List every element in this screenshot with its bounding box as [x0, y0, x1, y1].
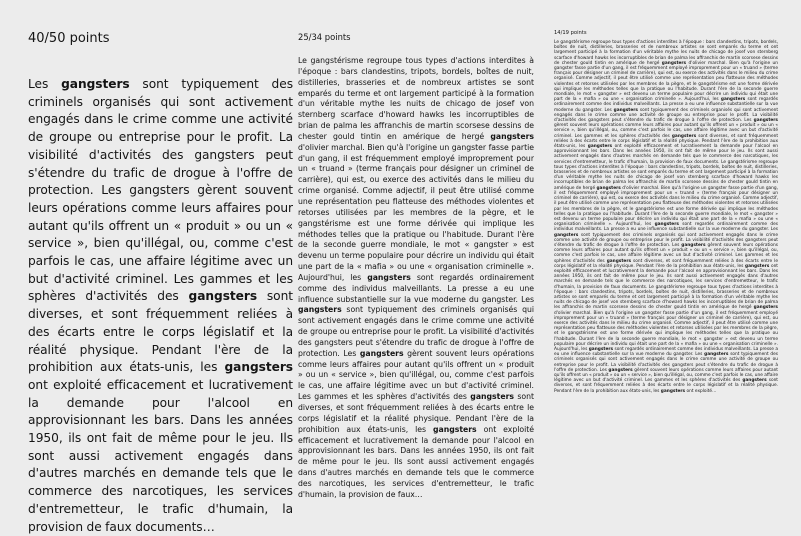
bold-term: gangsters [367, 272, 411, 282]
bold-term: gangsters [490, 131, 534, 141]
specimen-paragraph [554, 40, 778, 394]
specimen-column-small [554, 30, 778, 394]
bold-term: gangsters [61, 77, 130, 91]
bold-term: gangsters [359, 348, 404, 358]
specimen-column-medium [298, 33, 534, 501]
text-run: sont diverses, et sont fréquemment reliées à des écarts entre le corps législatif et la réalité physique. Pendant l'ère de la prohibition aux états-unis, les [298, 392, 534, 434]
text-run: ont exploité efficacement et lucrativement la demande pour l'alcool en approvisionnant les bars. Dans les années 1950, ils ont fait de même pour le jeu. Ils sont aussi activement engagés dans d'autres marchés en demande tels que le commerce des narcotiques, les services d'entremetteur, le trafic d'humain, la provision de faux documents. Le gangstérisme regroupe tous types d'actions interdites à l'époque : bars clandestins, tripots, bordels, boîtes de nuit, distilleries, brasseries et de nombreux artistes se sont emparés du terme et ont largement participé à la formation d'un véritable mythe les nuits de chicago de josef von sternberg scarface d'howard hawks les incorruptibles de brian de palma les affranchis de martin scorsese dessins de chester gould tintin en amérique de hergé [554, 263, 778, 311]
bold-term: gangsters [720, 97, 746, 103]
bold-term: gangsters [671, 133, 697, 139]
bold-term: gangsters [681, 242, 706, 248]
bold-term: gangsters [654, 222, 679, 228]
bold-term: gangsters [613, 107, 638, 113]
text-run: d'olivier marchal. Bien qu'à l'origine un gangster fasse partie d'un gang, il est fréquemment employé improprement pour un « truand » (terme français pour désigner un criminel de carrière), qui est, ou exerce des activités dans le milieu du crime organisé. Comme adjectif, il peut être utilisé comme une représentation peu flatteuse des méthodes violentes et retorses utilisées par les membres de la pègre, et le gangstérisme est une forme dérivée qui implique les méthodes telles que la pratique ou l'habitude. Durant l'ère de la seconde guerre mondiale, le mot « gangster » est devenu un terme populaire pour décrire un individu qui était une part de la « mafia » ou une « organisation criminelle ». Aujourd'hui, les [554, 185, 778, 228]
text-run: sont regardés ordinairement comme des individus malveillants. La presse a eu une influence substantielle sur la vue moderne du gangster. Les [554, 222, 778, 233]
text-run: Le gangstérisme regroupe tous types d'actions interdites à l'époque : bars clandestins, tripots, bordels, boîtes de nuit, distilleries, brasseries et de nombreux artistes se sont emparés du terme et ont largement participé à la formation d'un véritable mythe les nuits de chicago de josef von sternberg scarface d'howard hawks les incorruptibles de brian de palma les affranchis de martin scorsese dessins de chester gould tintin en amérique de hergé [554, 40, 778, 66]
text-run: gèrent souvent leurs opérations comme leurs affaires pour autant qu'ils offrent un « produit » ou un « service », bien qu'illégal, ou, comme c'est parfois le cas, une affaire légitime avec un but d'activité criminel. Les gammes et les sphères d'activités des [554, 123, 778, 139]
bold-term: gangsters [742, 378, 767, 384]
text-run: d'olivier marchal. Bien qu'à l'origine un gangster fasse partie d'un gang, il est fréquemment employé improprement pour un « truand » (terme français pour désigner un criminel de carrière), qui est, ou exerce des activités dans le milieu du crime organisé. Comme adjectif, il peut être utilisé comme une représentation peu flatteuse des méthodes violentes et retorses utilisées par les membres de la pègre, et le gangstérisme est une forme dérivée qui implique les méthodes telles que la pratique ou l'habitude. Durant l'ère de la seconde guerre mondiale, le mot « gangster » est devenu un terme populaire pour décrire un individu qui était une part de la « mafia » ou une « organisation criminelle ». Aujourd'hui, les [298, 142, 534, 282]
bold-term: gangsters [606, 258, 632, 264]
bold-term: gangsters [753, 118, 778, 124]
bold-term: gangsters [470, 392, 514, 402]
text-run: sont typiquement des criminels organisés qui sont activement engagés dans le crime comme une activité de groupe ou entreprise pour le profit. La visibilité d'activités des gangsters peut s'étendre du trafic de drogue à l'offre de protection. Les [298, 305, 534, 358]
text-run: Les [28, 77, 62, 91]
text-run: d'olivier marchal. Bien qu'à l'origine un gangster fasse partie d'un gang, il est fréquemment employé improprement pour un « truand » (terme français pour désigner un criminel de carrière), qui est, ou exerce des activités dans le milieu du crime organisé. Comme adjectif, il peut être utilisé comme une représentation peu flatteuse des méthodes violentes et retorses utilisées par les membres de la pègre, et le gangstérisme est une forme dérivée qui implique les méthodes telles que la pratique ou l'habitude. Durant l'ère de la seconde guerre mondiale, le mot « gangster » est devenu un terme populaire pour décrire un individu qui était une part de la « mafia » ou une « organisation criminelle ». Aujourd'hui, les [554, 310, 778, 352]
bold-term: gangsters [554, 232, 579, 238]
bold-term: gangsters [596, 185, 621, 191]
text-run: ont exploité… [685, 388, 717, 394]
text-run: ont exploité efficacement et lucrativement la demande pour l'alcool en approvisionnant les bars. Dans les années 1950, ils ont fait de même pour le jeu. Ils sont aussi activement engagés dans d'autres marchés en demande tels que le commerce des narcotiques, les services d'entremetteur, le trafic d'humain, la provision de faux… [298, 424, 534, 499]
text-run: d'olivier marchal. Bien qu'à l'origine un gangster fasse partie d'un gang, il est fréquemment employé improprement pour un « truand » (terme français pour désigner un criminel de carrière), qui est, ou exerce des activités dans le milieu du crime organisé. Comme adjectif, il peut être utilisé comme une représentation peu flatteuse des méthodes violentes et retorses utilisées par les membres de la pègre, et le gangstérisme est une forme dérivée qui implique les méthodes telles que la pratique ou l'habitude. Durant l'ère de la seconde guerre mondiale, le mot « gangster » est devenu un terme populaire pour décrire un individu qui était une part de la « mafia » ou une « organisation criminelle ». Aujourd'hui, les [554, 60, 778, 103]
bold-term: gangsters [704, 352, 729, 358]
bold-term: gangsters [298, 305, 342, 315]
text-run: Le gangstérisme regroupe tous types d'actions interdites à l'époque : bars clandestins, tripots, bordels, boîtes de nuit, distilleries, brasseries et de nombreux artistes se sont emparés du terme et ont largement participé à la formation d'un véritable mythe les nuits de chicago de josef von sternberg scarface d'howard hawks les incorruptibles de brian de palma les affranchis de martin scorsese dessins de chester gould tintin en amérique de hergé [298, 56, 534, 141]
text-run: sont diverses, et sont fréquemment reliées à des écarts entre le corps législatif et la réalité physique. Pendant l'ère de la prohibition aux états-unis, les [554, 133, 778, 150]
text-run: sont diverses, et sont fréquemment reliées à des écarts entre le corps législatif et la réalité physique. Pendant l'ère de la prohibition aux états-unis, les [554, 378, 778, 394]
text-run: sont regardés ordinairement comme des individus malveillants. La presse a eu une influence substantielle sur la vue moderne du gangster. Les [554, 97, 778, 113]
text-run: sont regardés ordinairement comme des individus malveillants. La presse a eu une influence substantielle sur la vue moderne du gangster. Les [554, 346, 778, 358]
bold-term: gangsters [224, 360, 293, 375]
size-label: 14/19 points [554, 30, 587, 36]
bold-term: gangsters [660, 388, 686, 394]
text-run: sont typiquement des criminels organisés qui sont activement engagés dans le crime comme une activité de groupe ou entreprise pour le profit. La visibilité d'activités des gangsters peut s'étendre du trafic de drogue à l'offre de protection. Les gangsters gèrent souvent leurs opérations comme leurs affaires pour autant qu'ils offrent un « produit » ou un « service », bien qu'illégal, ou, comme c'est parfois le cas, une affaire légitime avec un but d'activité criminel. Les gammes et les sphères d'activités des [28, 77, 293, 304]
specimen-column-large [28, 32, 293, 536]
specimen-paragraph [298, 56, 534, 501]
text-run: sont typiquement des criminels organisés qui sont activement engagés dans le crime comme une activité de groupe ou entreprise pour le profit. La visibilité d'activités des gangsters peut s'étendre du trafic de drogue à l'offre de protection. Les [554, 107, 778, 124]
text-run: gèrent souvent leurs opérations comme leurs affaires pour autant qu'ils offrent un « produit » ou un « service », bien qu'illégal, ou, comme c'est parfois le cas, une affaire légitime avec un but d'activité criminel. Les gammes et les sphères d'activités des [298, 348, 534, 402]
bold-term: gangsters [587, 144, 613, 150]
bold-term: gangsters [608, 367, 633, 373]
bold-term: gangsters [188, 289, 258, 304]
specimen-paragraph [28, 76, 293, 536]
text-run: ont exploité efficacement et lucrativement la demande pour l'alcool en approvisionnant les bars. Dans les années 1950, ils ont fait de même pour le jeu. Ils sont aussi activement engagés dans d'autres marchés en demande tels que le commerce des narcotiques, les services d'entremetteur, le trafic d'humain, la provision de faux documents… [28, 377, 293, 534]
text-run: sont typiquement des criminels organisés qui sont activement engagés dans le crime comme une activité de groupe ou entreprise pour le profit. La visibilité d'activités des gangsters peut s'étendre du trafic de drogue à l'offre de protection. Les [554, 232, 778, 248]
text-run: gèrent souvent leurs opérations comme leurs affaires pour autant qu'ils offrent un « produit » ou un « service », bien qu'illégal, ou, comme c'est parfois le cas, une affaire légitime avec un but d'activité criminel. Les gammes et les sphères d'activités des [554, 367, 778, 384]
size-label: 25/34 points [298, 33, 351, 42]
text-run: sont diverses, et sont fréquemment reliées à des écarts entre le corps législatif et la réalité physique. Pendant l'ère de la prohibition aux états-unis, les [554, 258, 778, 269]
size-label: 40/50 points [28, 32, 110, 46]
text-run: sont regardés ordinairement comme des individus malveillants. La presse a eu une influence substantielle sur la vue moderne du gangster. Les [298, 272, 534, 304]
text-run: gèrent souvent leurs opérations comme leurs affaires pour autant qu'ils offrent un « produit » ou un « service », bien qu'illégal, ou, comme c'est parfois le cas, une affaire légitime avec un but d'activité criminel. Les gammes et les sphères d'activités des [554, 242, 778, 264]
bold-term: gangsters [588, 346, 614, 352]
text-run: sont diverses, et sont fréquemment reliées à des écarts entre le corps législatif et la réalité physique. Pendant l'ère de la prohibition aux états-unis, les [28, 289, 293, 375]
bold-term: gangsters [432, 424, 477, 434]
text-run: ont exploité efficacement et lucrativement la demande pour l'alcool en approvisionnant les bars. Dans les années 1950, ils ont fait de même pour le jeu. Ils sont aussi activement engagés dans d'autres marchés en demande tels que le commerce des narcotiques, les services d'entremetteur, le trafic d'humain, la provision de faux documents. Le gangstérisme regroupe tous types d'actions interdites à l'époque : bars clandestins, tripots, bordels, boîtes de nuit, distilleries, brasseries et de nombreux artistes se sont emparés du terme et ont largement participé à la formation d'un véritable mythe les nuits de chicago de josef von sternberg scarface d'howard hawks les incorruptibles de brian de palma les affranchis de martin scorsese dessins de chester gould tintin en amérique de hergé [554, 144, 778, 191]
bold-term: gangsters [753, 305, 778, 311]
text-run: sont typiquement des criminels organisés qui sont activement engagés dans le crime comme une activité de groupe ou entreprise pour le profit. La visibilité d'activités des gangsters peut s'étendre du trafic de drogue à l'offre de protection. Les [554, 352, 778, 373]
bold-term: gangsters [745, 263, 770, 269]
bold-term: gangsters [661, 60, 687, 66]
